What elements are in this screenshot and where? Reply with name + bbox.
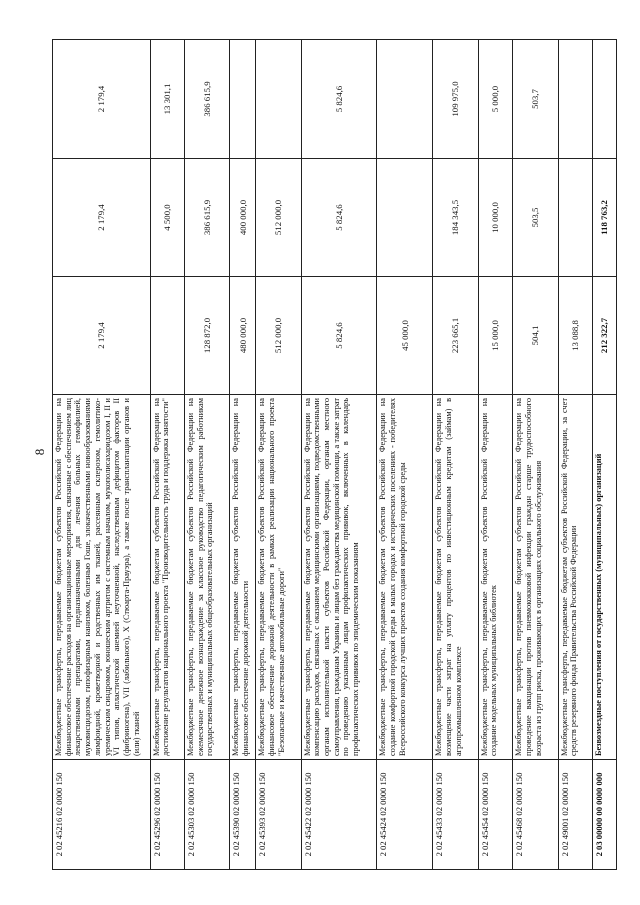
row-description: Межбюджетные трансферты, передаваемые бюджетам субъектов Российской Федерации на ежемесячное денежное вознаграждение за классное руководство педагогическим работникам государственных и муниципальных общеобразовательных организаций (185, 395, 230, 760)
table-row (150, 40, 185, 870)
budget-code: 2 02 45393 02 0000 150 (256, 760, 301, 870)
row-description: Межбюджетные трансферты, передаваемые бюджетам субъектов Российской Федерации на создание комфортной городской среды в малых городах и исторических поселениях - победителях Всероссийского конкурса лучших проектов создания комфортной городской среды (377, 395, 433, 760)
row-description: Межбюджетные трансферты, передаваемые бюджетам субъектов Российской Федерации на финансовое обеспечение расходов на организационные мероприятия, связанные с обеспечением лиц лекарственными препаратами, предназначенными для лечения больных гемофилией, муковисцидозом, гипофизарным нанизмом, болезнью Гоше, злокачественными новообразованиями лимфоидной, кроветворной и родственных им тканей, рассеянным склерозом, гемолитико-уремическим синдромом, юношеским артритом с системным началом, мукополисахаридозом I, II и VI типов, апластической анемией неуточненной, наследственным дефицитом факторов II (фибриногена), VII (лабильного), X (Стюарта-Прауэра), а также после трансплантации органов и (или) тканей (53, 395, 151, 760)
table-row (433, 40, 478, 870)
budget-code: 2 02 45454 02 0000 150 (478, 760, 513, 870)
amount-col-1: 223 665,1 (433, 277, 478, 395)
amount-col-2: 503,5 (513, 159, 558, 277)
amount-col-3: 5 000,0 (478, 40, 513, 159)
table-row (301, 40, 377, 870)
amount-col-3 (256, 40, 301, 159)
amount-col-1: 480 000,0 (230, 277, 256, 395)
budget-code: 2 02 45390 02 0000 150 (230, 760, 256, 870)
budget-code: 2 02 49001 02 0000 150 (558, 760, 593, 870)
budget-code: 2 02 45216 02 0000 150 (53, 760, 151, 870)
amount-col-3: 109 975,0 (433, 40, 478, 159)
budget-code: 2 03 00000 00 0000 000 (593, 760, 617, 870)
amount-col-2: 4 500,0 (150, 159, 185, 277)
amount-col-3 (377, 40, 433, 159)
amount-col-2: 184 343,5 (433, 159, 478, 277)
amount-col-3: 5 824,6 (301, 40, 377, 159)
amount-col-1: 504,1 (513, 277, 558, 395)
amount-col-2: 400 000,0 (230, 159, 256, 277)
amount-col-1: 15 000,0 (478, 277, 513, 395)
amount-col-2: 512 000,0 (256, 159, 301, 277)
amount-col-1: 45 000,0 (377, 277, 433, 395)
row-description: Безвозмездные поступления от государственных (муниципальных) организаций (593, 395, 617, 760)
row-description: Межбюджетные трансферты, передаваемые бюджетам субъектов Российской Федерации на финансовое обеспечение дорожной деятельности в рамках реализации национального проекта "Безопасные и качественные автомобильные дороги" (256, 395, 301, 760)
budget-code: 2 02 45422 02 0000 150 (301, 760, 377, 870)
budget-code: 2 02 45303 02 0000 150 (185, 760, 230, 870)
table-row (478, 40, 513, 870)
row-description: Межбюджетные трансферты, передаваемые бюджетам субъектов Российской Федерации на достижение результатов национального проекта "Производительность труда и поддержка занятости" (150, 395, 185, 760)
amount-col-1: 5 824,6 (301, 277, 377, 395)
table-row (558, 40, 593, 870)
row-description: Межбюджетные трансферты, передаваемые бюджетам субъектов Российской Федерации на возмещение части затрат на уплату процентов по инвестиционным кредитам (займам) в агропромышленном комплексе (433, 395, 478, 760)
amount-col-2 (558, 159, 593, 277)
table-row (256, 40, 301, 870)
amount-col-3: 386 615,9 (185, 40, 230, 159)
budget-table-rotated (52, 40, 617, 870)
row-description: Межбюджетные трансферты, передаваемые бюджетам субъектов Российской Федерации на компенсацию расходов, связанных с оказанием медицинскими организациями, подведомственными органам исполнительной власти субъектов Российской Федерации, органам местного самоуправления, гражданам Украины и лицам без гражданства медицинской помощи, а также затрат по проведению указанным лицам профилактических прививок, включенных в календарь профилактических прививок по эпидемическим показаниям (301, 395, 377, 760)
amount-col-2: 10 000,0 (478, 159, 513, 277)
row-description: Межбюджетные трансферты, передаваемые бюджетам субъектов Российской Федерации на создание модельных муниципальных библиотек (478, 395, 513, 760)
amount-col-3 (230, 40, 256, 159)
amount-col-1: 13 088,8 (558, 277, 593, 395)
amount-col-1: 512 000,0 (256, 277, 301, 395)
amount-col-2: 2 179,4 (53, 159, 151, 277)
amount-col-1 (150, 277, 185, 395)
row-description: Межбюджетные трансферты, передаваемые бюджетам субъектов Российской Федерации на финансовое обеспечение дорожной деятельности (230, 395, 256, 760)
budget-code: 2 02 45424 02 0000 150 (377, 760, 433, 870)
amount-col-3: 2 179,4 (53, 40, 151, 159)
table-row (230, 40, 256, 870)
amount-col-1: 128 872,0 (185, 277, 230, 395)
amount-col-3: 13 301,1 (150, 40, 185, 159)
total-row (593, 40, 617, 870)
amount-col-1: 2 179,4 (53, 277, 151, 395)
row-description: Межбюджетные трансферты, передаваемые бюджетам субъектов Российской Федерации на проведение вакцинации против пневмококковой инфекции граждан старше трудоспособного возраста из групп риска, проживающих в организациях социального обслуживания (513, 395, 558, 760)
budget-code: 2 02 45296 02 0000 150 (150, 760, 185, 870)
table-row (185, 40, 230, 870)
row-description: Межбюджетные трансферты, передаваемые бюджетам субъектов Российской Федерации, за счет средств резервного фонда Правительства Российской Федерации (558, 395, 593, 760)
budget-code: 2 02 45433 02 0000 150 (433, 760, 478, 870)
budget-table-body (53, 40, 617, 870)
amount-col-3: 503,7 (513, 40, 558, 159)
amount-col-3 (558, 40, 593, 159)
amount-col-2: 118 763,2 (593, 159, 617, 277)
amount-col-1: 212 322,7 (593, 277, 617, 395)
budget-table (52, 39, 617, 870)
amount-col-2 (377, 159, 433, 277)
table-row (53, 40, 151, 870)
page-number: 8 (32, 448, 47, 456)
amount-col-2: 5 824,6 (301, 159, 377, 277)
amount-col-3 (593, 40, 617, 159)
amount-col-2: 386 615,9 (185, 159, 230, 277)
table-row (377, 40, 433, 870)
budget-code: 2 02 45468 02 0000 150 (513, 760, 558, 870)
table-row (513, 40, 558, 870)
